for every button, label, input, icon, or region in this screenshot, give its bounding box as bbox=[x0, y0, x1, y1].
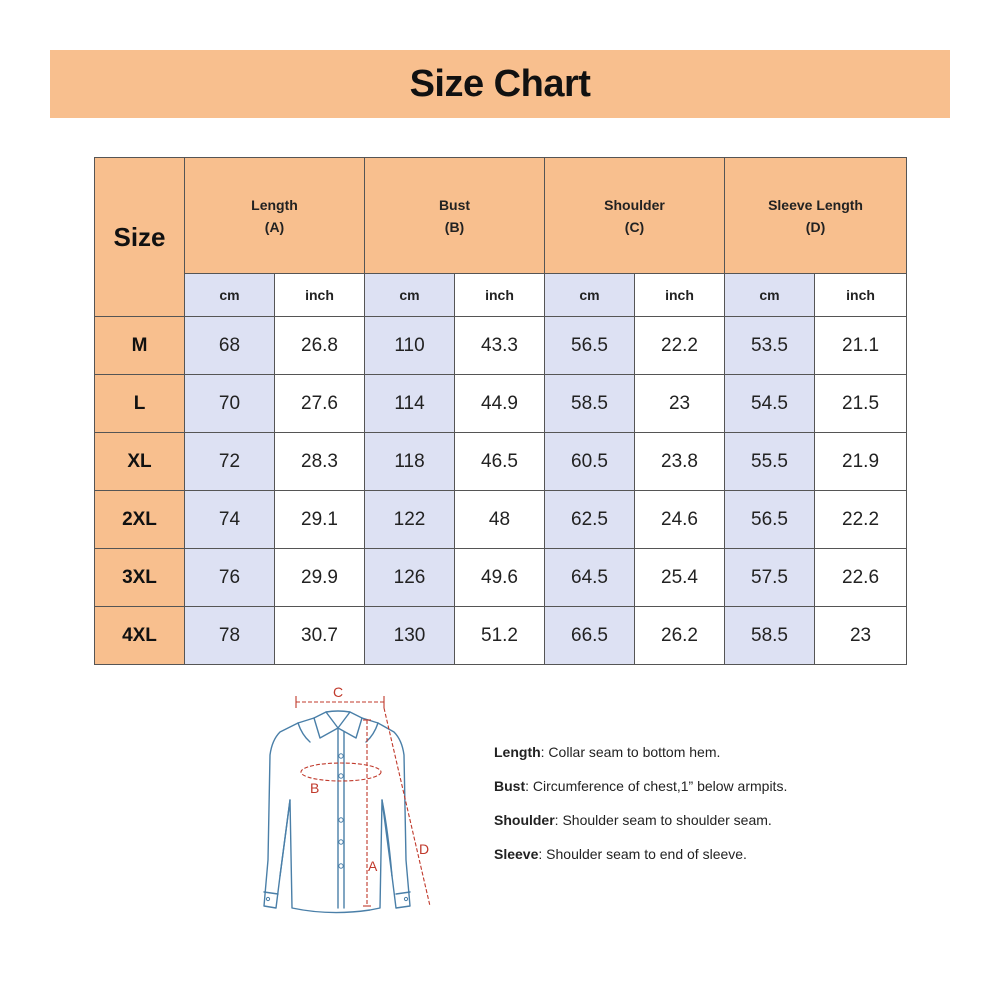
note-sleeve bbox=[494, 845, 914, 864]
group-name: Sleeve Length bbox=[768, 196, 863, 213]
group-code: (B) bbox=[444, 218, 465, 235]
title-banner bbox=[50, 50, 950, 118]
length-inch: 29.1 bbox=[275, 491, 365, 549]
length-inch: 30.7 bbox=[275, 607, 365, 665]
shoulder-inch: 22.2 bbox=[635, 317, 725, 375]
note-text: : Collar seam to bottom hem. bbox=[540, 744, 721, 760]
bust-cm: 122 bbox=[365, 491, 455, 549]
group-name: Length bbox=[251, 196, 298, 213]
size-label: XL bbox=[95, 433, 185, 491]
unit-cm: cm bbox=[725, 274, 815, 317]
group-code: (D) bbox=[805, 218, 826, 235]
sleeve-inch: 21.5 bbox=[815, 375, 907, 433]
sleeve-cm: 53.5 bbox=[725, 317, 815, 375]
bust-inch: 46.5 bbox=[455, 433, 545, 491]
sleeve-inch: 23 bbox=[815, 607, 907, 665]
unit-inch: inch bbox=[275, 274, 365, 317]
note-text: : Circumference of chest,1” below armpits. bbox=[525, 778, 788, 794]
table-row bbox=[95, 433, 907, 491]
unit-inch: inch bbox=[815, 274, 907, 317]
note-length bbox=[494, 743, 914, 762]
group-header-bust bbox=[365, 158, 545, 274]
length-inch: 28.3 bbox=[275, 433, 365, 491]
bust-cm: 118 bbox=[365, 433, 455, 491]
shoulder-inch: 26.2 bbox=[635, 607, 725, 665]
length-cm: 70 bbox=[185, 375, 275, 433]
length-cm: 74 bbox=[185, 491, 275, 549]
unit-inch: inch bbox=[455, 274, 545, 317]
shoulder-cm: 60.5 bbox=[545, 433, 635, 491]
shirt-diagram bbox=[240, 680, 450, 920]
shoulder-cm: 64.5 bbox=[545, 549, 635, 607]
size-label: 4XL bbox=[95, 607, 185, 665]
sleeve-cm: 58.5 bbox=[725, 607, 815, 665]
label-a: A bbox=[368, 858, 378, 874]
note-bust bbox=[494, 777, 914, 796]
unit-header-row bbox=[95, 274, 907, 317]
note-term: Shoulder bbox=[494, 812, 555, 828]
group-code: (C) bbox=[624, 218, 645, 235]
label-c: C bbox=[333, 684, 344, 700]
sleeve-cm: 54.5 bbox=[725, 375, 815, 433]
sleeve-inch: 22.2 bbox=[815, 491, 907, 549]
shoulder-inch: 25.4 bbox=[635, 549, 725, 607]
note-term: Bust bbox=[494, 778, 526, 794]
shoulder-cm: 58.5 bbox=[545, 375, 635, 433]
unit-cm: cm bbox=[185, 274, 275, 317]
note-text: : Shoulder seam to shoulder seam. bbox=[554, 812, 772, 828]
shoulder-cm: 66.5 bbox=[545, 607, 635, 665]
group-header-sleeve-length bbox=[725, 158, 907, 274]
note-term: Sleeve bbox=[494, 846, 539, 862]
measurement-notes bbox=[494, 743, 914, 879]
length-cm: 68 bbox=[185, 317, 275, 375]
length-cm: 78 bbox=[185, 607, 275, 665]
group-header-row bbox=[95, 158, 907, 274]
group-header-length bbox=[185, 158, 365, 274]
label-b: B bbox=[310, 780, 320, 796]
unit-cm: cm bbox=[365, 274, 455, 317]
table-row bbox=[95, 607, 907, 665]
group-code: (A) bbox=[264, 218, 285, 235]
shoulder-cm: 62.5 bbox=[545, 491, 635, 549]
sleeve-inch: 21.9 bbox=[815, 433, 907, 491]
unit-cm: cm bbox=[545, 274, 635, 317]
table-row bbox=[95, 375, 907, 433]
note-text: : Shoulder seam to end of sleeve. bbox=[538, 846, 747, 862]
shoulder-inch: 24.6 bbox=[635, 491, 725, 549]
size-label: L bbox=[95, 375, 185, 433]
table-row bbox=[95, 549, 907, 607]
sleeve-cm: 55.5 bbox=[725, 433, 815, 491]
measure-lines bbox=[296, 696, 430, 906]
length-inch: 26.8 bbox=[275, 317, 365, 375]
page-title: Size Chart bbox=[409, 62, 591, 105]
bust-inch: 51.2 bbox=[455, 607, 545, 665]
size-header: Size bbox=[95, 158, 185, 317]
note-shoulder bbox=[494, 811, 914, 830]
bust-inch: 49.6 bbox=[455, 549, 545, 607]
length-cm: 72 bbox=[185, 433, 275, 491]
shirt-outline bbox=[264, 711, 410, 913]
sleeve-inch: 22.6 bbox=[815, 549, 907, 607]
length-inch: 27.6 bbox=[275, 375, 365, 433]
group-name: Shoulder bbox=[604, 196, 665, 213]
size-table bbox=[94, 157, 907, 665]
measure-labels bbox=[310, 684, 429, 874]
length-inch: 29.9 bbox=[275, 549, 365, 607]
bust-cm: 126 bbox=[365, 549, 455, 607]
bust-cm: 110 bbox=[365, 317, 455, 375]
sleeve-cm: 57.5 bbox=[725, 549, 815, 607]
bust-inch: 48 bbox=[455, 491, 545, 549]
sleeve-inch: 21.1 bbox=[815, 317, 907, 375]
table-row bbox=[95, 317, 907, 375]
label-d: D bbox=[419, 841, 430, 857]
table-row bbox=[95, 491, 907, 549]
sleeve-cm: 56.5 bbox=[725, 491, 815, 549]
shoulder-cm: 56.5 bbox=[545, 317, 635, 375]
unit-inch: inch bbox=[635, 274, 725, 317]
shirt-illustration bbox=[240, 680, 450, 920]
group-header-shoulder bbox=[545, 158, 725, 274]
bust-inch: 43.3 bbox=[455, 317, 545, 375]
size-label: 2XL bbox=[95, 491, 185, 549]
length-cm: 76 bbox=[185, 549, 275, 607]
note-term: Length bbox=[494, 744, 541, 760]
size-label: 3XL bbox=[95, 549, 185, 607]
shoulder-inch: 23 bbox=[635, 375, 725, 433]
shoulder-inch: 23.8 bbox=[635, 433, 725, 491]
bust-inch: 44.9 bbox=[455, 375, 545, 433]
group-name: Bust bbox=[438, 196, 471, 213]
bust-cm: 114 bbox=[365, 375, 455, 433]
bust-cm: 130 bbox=[365, 607, 455, 665]
size-label: M bbox=[95, 317, 185, 375]
